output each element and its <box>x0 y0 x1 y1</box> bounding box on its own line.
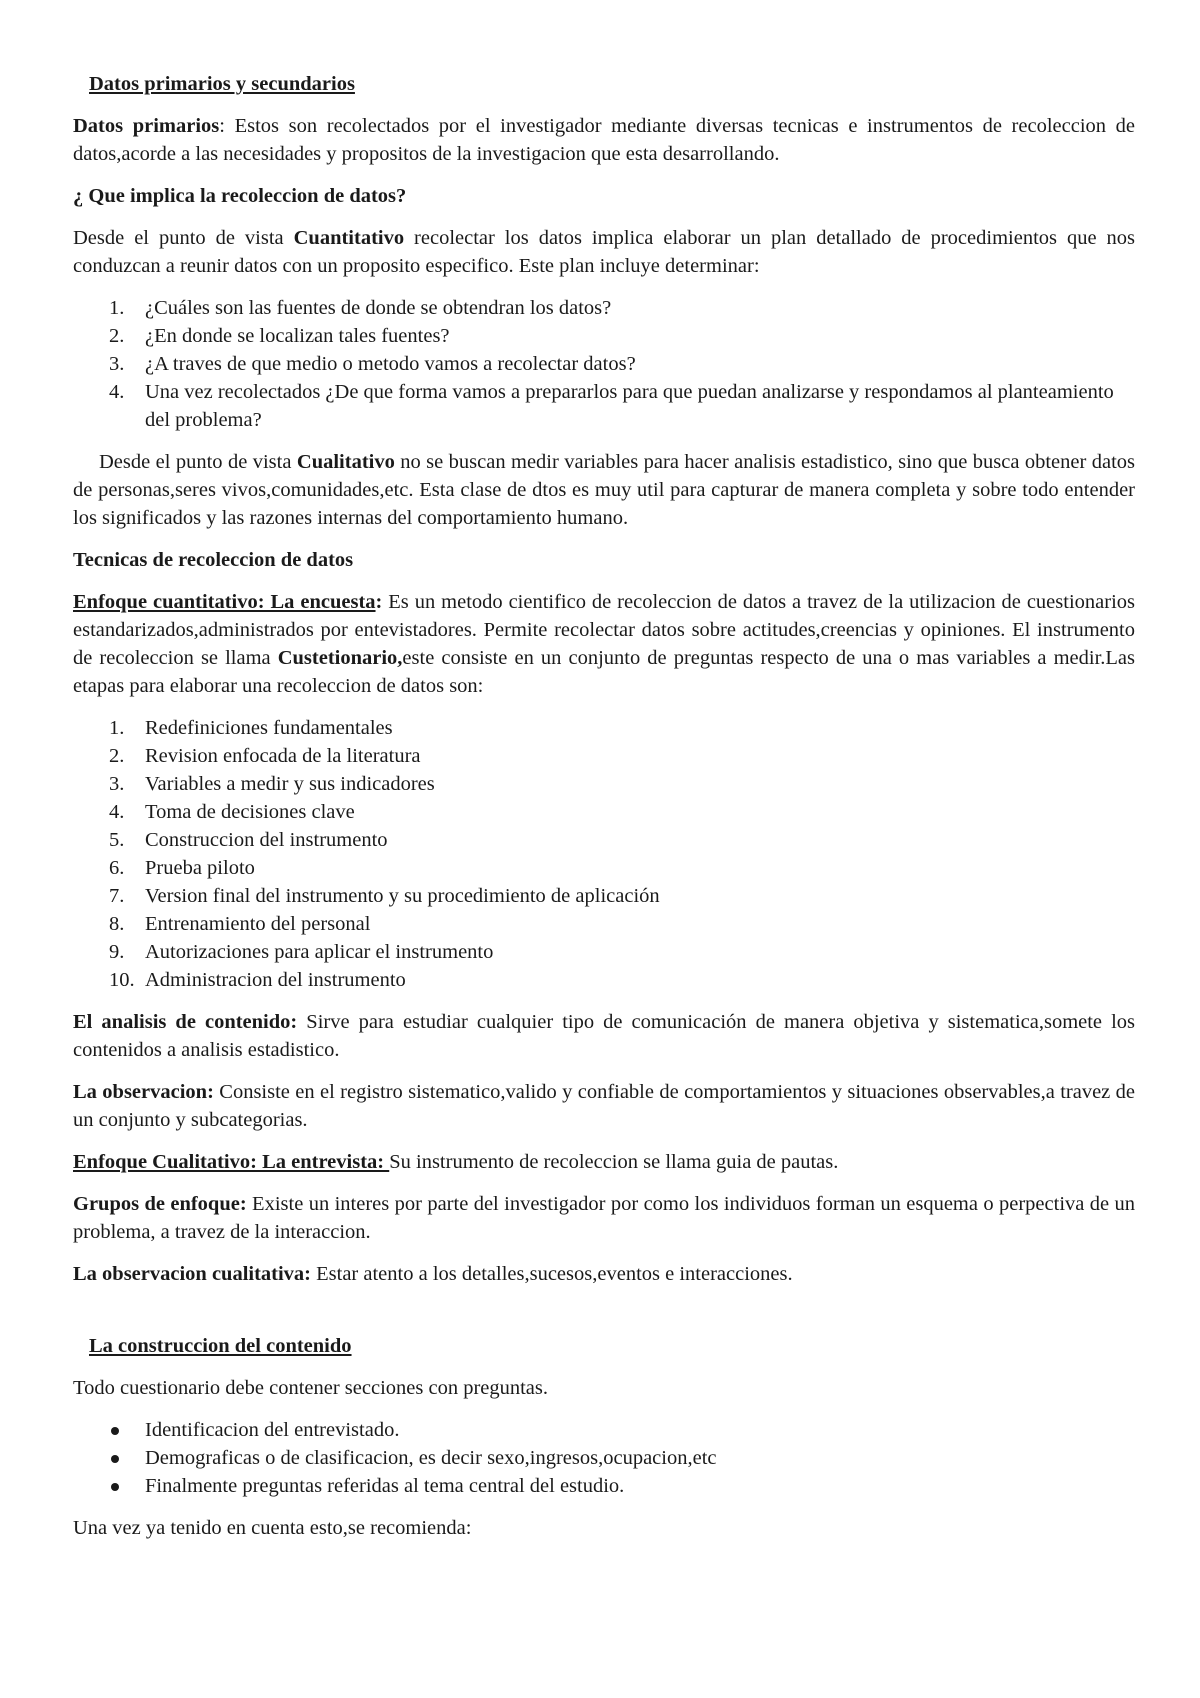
list-item <box>73 938 1135 966</box>
paragraph-final: Una vez ya tenido en cuenta esto,se recomienda: <box>73 1517 472 1539</box>
list-item <box>73 854 1135 882</box>
list-text: Redefiniciones fundamentales <box>145 717 393 739</box>
text-observacion-cualitativa: Estar atento a los detalles,sucesos,eventos e interacciones. <box>311 1263 793 1285</box>
list-text: Version final del instrumento y su procedimiento de aplicación <box>145 885 660 907</box>
text-pre: Desde el punto de vista <box>73 227 294 249</box>
document-page <box>73 70 1135 1556</box>
text-post: no se buscan medir variables para hacer analisis estadistico, sino que busca obtener datos de personas,seres vivos,comunidades,etc. Esta clase de dtos es muy util para capturar de manera completa y sobre todo entender los significados y las razones internas del comportamiento humano. <box>73 451 1135 529</box>
list-item <box>73 294 1135 322</box>
list-item <box>73 1416 1135 1444</box>
list-item <box>73 826 1135 854</box>
tecnicas-heading: Tecnicas de recoleccion de datos <box>73 549 354 571</box>
term-observacion-cualitativa: La observacion cualitativa: <box>73 1263 312 1285</box>
list-number: 4. <box>109 381 125 403</box>
text-entrevista: Su instrumento de recoleccion se llama guia de pautas. <box>389 1151 839 1173</box>
list-text: Identificacion del entrevistado. <box>145 1419 400 1441</box>
list-text: Toma de decisiones clave <box>145 801 355 823</box>
text-pre: Desde el punto de vista <box>99 451 297 473</box>
term-datos-primarios: Datos primarios <box>73 115 220 137</box>
list-text: Revision enfocada de la literatura <box>145 745 421 767</box>
list-item <box>73 378 1135 434</box>
list-text: ¿En donde se localizan tales fuentes? <box>145 325 450 347</box>
list-number: 8. <box>109 913 125 935</box>
numbered-list-plan <box>73 294 1135 434</box>
text-grupos: Existe un interes por parte del investigador por como los individuos forman un esquema o perpectiva de un problema, a travez de la interaccion. <box>73 1193 1135 1243</box>
bullet-icon <box>111 1427 119 1435</box>
text-encuesta-1: Es un metodo cientifico de recoleccion de datos a travez de la utilizacion de cuestionarios estandarizados,administrados por entevistadores. Permite recolectar datos sobre actitudes,creencias y opiniones. El instrumento de recoleccion se llama <box>73 591 1135 669</box>
question-heading: ¿ Que implica la recoleccion de datos? <box>73 185 407 207</box>
paragraph-datos-primarios <box>73 112 1135 168</box>
bullet-icon <box>111 1483 119 1491</box>
list-item <box>73 966 1135 994</box>
list-item <box>73 1472 1135 1500</box>
list-item <box>73 322 1135 350</box>
term-grupos: Grupos de enfoque: <box>73 1193 247 1215</box>
list-text: Demograficas o de clasificacion, es decir sexo,ingresos,ocupacion,etc <box>145 1447 717 1469</box>
list-number: 2. <box>109 325 125 347</box>
list-number: 6. <box>109 857 125 879</box>
list-item <box>73 910 1135 938</box>
list-item <box>73 770 1135 798</box>
bullet-list-secciones <box>73 1416 1135 1500</box>
term-encuesta: Enfoque cuantitativo: La encuesta <box>73 591 376 613</box>
list-item <box>73 714 1135 742</box>
list-item <box>73 1444 1135 1472</box>
list-item <box>73 350 1135 378</box>
paragraph-entrevista <box>73 1148 1135 1176</box>
list-number: 3. <box>109 353 125 375</box>
list-number: 3. <box>109 773 125 795</box>
section-title: Datos primarios y secundarios <box>89 73 355 95</box>
list-item <box>73 742 1135 770</box>
list-text: Construccion del instrumento <box>145 829 388 851</box>
term-entrevista: Enfoque Cualitativo: La entrevista: <box>73 1151 390 1173</box>
list-number: 1. <box>109 297 125 319</box>
list-text: Variables a medir y sus indicadores <box>145 773 435 795</box>
list-text: ¿A traves de que medio o metodo vamos a recolectar datos? <box>145 353 636 375</box>
list-item <box>73 882 1135 910</box>
text-datos-primarios: : Estos son recolectados por el investigador mediante diversas tecnicas e instrumentos de recoleccion de datos,acorde a las necesidades y propositos de la investigacion que esta desarrollando. <box>73 115 1135 165</box>
paragraph-todo-cuestionario: Todo cuestionario debe contener secciones con preguntas. <box>73 1377 549 1399</box>
text-analisis: Sirve para estudiar cualquier tipo de comunicación de manera objetiva y sistematica,somete los contenidos a analisis estadistico. <box>73 1011 1136 1061</box>
numbered-list-etapas <box>73 714 1135 994</box>
list-item <box>73 798 1135 826</box>
term-cuantitativo: Cuantitativo <box>293 227 405 249</box>
term-custetionario: Custetionario, <box>277 647 403 669</box>
text-observacion: Consiste en el registro sistematico,valido y confiable de comportamientos y situaciones observables,a travez de un conjunto y subcategorias. <box>73 1081 1135 1131</box>
term-analisis: El analisis de contenido: <box>73 1011 298 1033</box>
list-number: 9. <box>109 941 125 963</box>
paragraph-observacion-cualitativa <box>73 1260 1135 1288</box>
list-text: Una vez recolectados ¿De que forma vamos a prepararlos para que puedan analizarse y respondamos al planteamiento del problema? <box>145 381 1114 431</box>
text-post: recolectar los datos implica elaborar un plan detallado de procedimientos que nos conduzcan a reunir datos con un proposito especifico. Este plan incluye determinar: <box>73 227 1135 277</box>
text-encuesta-2: este consiste en un conjunto de preguntas respecto de una o mas variables a medir.Las etapas para elaborar una recoleccion de datos son: <box>73 647 1135 697</box>
list-text: ¿Cuáles son las fuentes de donde se obtendran los datos? <box>145 297 612 319</box>
list-text: Prueba piloto <box>145 857 255 879</box>
list-text: Entrenamiento del personal <box>145 913 371 935</box>
term-cualitativo: Cualitativo <box>296 451 395 473</box>
paragraph-cualitativo <box>73 448 1135 532</box>
list-number: 1. <box>109 717 125 739</box>
paragraph-analisis <box>73 1008 1135 1064</box>
list-text: Finalmente preguntas referidas al tema central del estudio. <box>145 1475 625 1497</box>
list-text: Administracion del instrumento <box>145 969 406 991</box>
paragraph-encuesta <box>73 588 1135 700</box>
list-number: 7. <box>109 885 125 907</box>
list-number: 4. <box>109 801 125 823</box>
list-number: 2. <box>109 745 125 767</box>
colon: : <box>375 591 383 613</box>
list-text: Autorizaciones para aplicar el instrumento <box>145 941 494 963</box>
list-number: 5. <box>109 829 125 851</box>
paragraph-grupos <box>73 1190 1135 1246</box>
paragraph-cuantitativo <box>73 224 1135 280</box>
list-number: 10. <box>109 969 135 991</box>
section-title: La construccion del contenido <box>89 1335 352 1357</box>
bullet-icon <box>111 1455 119 1463</box>
paragraph-observacion <box>73 1078 1135 1134</box>
term-observacion: La observacion: <box>73 1081 214 1103</box>
